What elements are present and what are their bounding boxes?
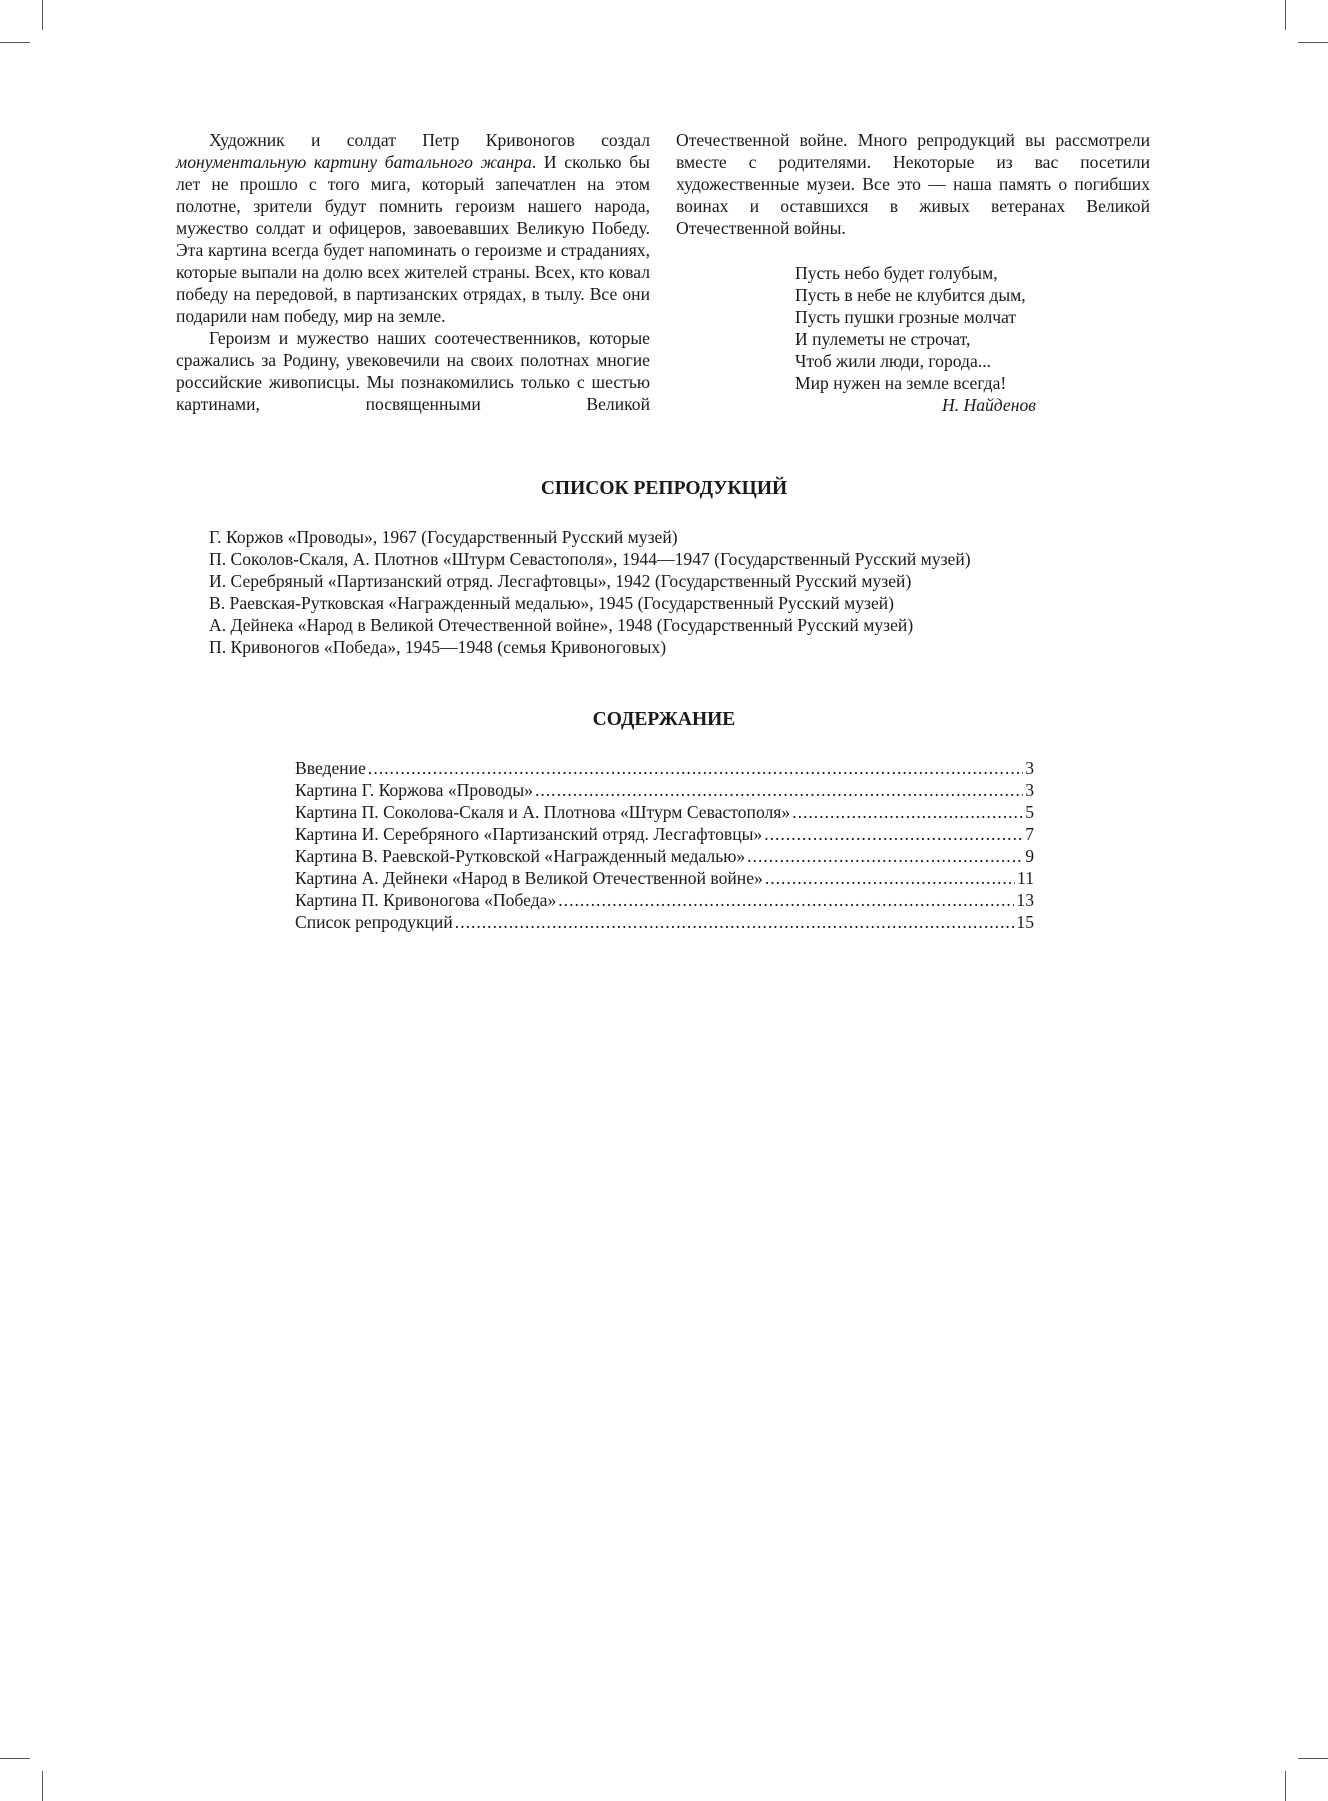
toc-entry[interactable] (295, 779, 1034, 801)
toc-entry-title: Картина П. Кривоногова «Победа» (295, 890, 557, 910)
toc-entry-title: Картина А. Дейнеки «Народ в Великой Отечественной войне» (295, 868, 763, 888)
toc-entry-title: Список репродукций (295, 912, 453, 932)
toc-leader-dots (535, 779, 1023, 801)
toc-leader-dots (764, 823, 1023, 845)
poem-line: Пусть в небе не клубится дым, (795, 285, 1026, 305)
toc-leader-dots (792, 801, 1023, 823)
toc-entry-title: Введение (295, 758, 366, 778)
reproduction-item: Г. Коржов «Проводы», 1967 (Государственный Русский музей) (209, 527, 678, 547)
toc-leader-dots (558, 889, 1014, 911)
toc-entry-page: 15 (1016, 912, 1034, 932)
reproductions-list (209, 526, 971, 658)
toc-entry-title: Картина П. Соколова-Скаля и А. Плотнова «Штурм Севастополя» (295, 802, 791, 822)
paragraph-artist: Художник и солдат Петр Кривоногов создал монументальную картину батального жанра. И сколько бы лет не прошло с того мига, который запечатлен на этом полотне, зрители будут помнить героизм нашего народа, мужество солдат и офицеров, завоевавших Великую Победу. Эта картина всегда будет напоминать о героизме и страданиях, которые выпали на долю всех жителей страны. Всех, кто ковал победу на передовой, в партизанских отрядах, в тылу. Все они подарили нам победу, мир на земле. (176, 130, 651, 326)
crop-mark-top-left-horizontal (0, 42, 30, 43)
crop-mark-top-left-vertical (42, 0, 43, 30)
reproduction-item: А. Дейнека «Народ в Великой Отечественной войне», 1948 (Государственный Русский музей) (209, 615, 914, 635)
poem-author: Н. Найденов (942, 395, 1036, 415)
toc-entry-title: Картина И. Серебряного «Партизанский отряд. Лесгафтовцы» (295, 824, 763, 844)
crop-mark-top-right-vertical (1285, 0, 1286, 30)
crop-mark-bottom-left-horizontal (0, 1758, 30, 1759)
toc-entry-title: Картина В. Раевской-Рутковской «Награжденный медалью» (295, 846, 746, 866)
toc-entry[interactable] (295, 801, 1034, 823)
toc-entry-title: Картина Г. Коржова «Проводы» (295, 780, 533, 800)
reproduction-item: П. Кривоногов «Победа», 1945—1948 (семья Кривоноговых) (209, 637, 667, 657)
toc-entry-page: 9 (1025, 846, 1034, 866)
toc-entry[interactable] (295, 823, 1034, 845)
toc-entry[interactable] (295, 911, 1034, 933)
toc-entry-page: 5 (1025, 802, 1034, 822)
toc-entry[interactable] (295, 757, 1034, 779)
toc-leader-dots (747, 845, 1023, 867)
poem-line: Пусть пушки грозные молчат (795, 307, 1017, 327)
toc-leader-dots (368, 757, 1023, 779)
crop-mark-bottom-left-vertical (42, 1771, 43, 1801)
toc-entry-page: 11 (1017, 868, 1034, 888)
contents-heading: СОДЕРЖАНИЕ (592, 709, 736, 730)
reproductions-heading: СПИСОК РЕПРОДУКЦИЙ (540, 478, 788, 499)
poem (795, 262, 1026, 394)
right-column (676, 129, 1150, 239)
crop-mark-bottom-right-horizontal (1298, 1758, 1328, 1759)
poem-line: И пулеметы не строчат, (795, 329, 971, 349)
reproduction-item: И. Серебряный «Партизанский отряд. Лесгафтовцы», 1942 (Государственный Русский музей) (209, 571, 912, 591)
poem-line: Пусть небо будет голубым, (795, 263, 998, 283)
paragraph-continuation: Отечественной войне. Много репродукций вы рассмотрели вместе с родителями. Некоторые из вас посетили художественные музеи. Все это — наша память о погибших воинах и оставшихся в живых ветеранах Великой Отечественной войны. (676, 130, 1150, 238)
toc-entry-page: 3 (1025, 758, 1034, 778)
crop-mark-top-right-horizontal (1298, 42, 1328, 43)
left-column (176, 129, 650, 415)
table-of-contents (295, 757, 1034, 933)
poem-line: Мир нужен на земле всегда! (795, 373, 1007, 393)
emphasis-text: монументальную картину батального жанра (176, 152, 532, 172)
toc-entry-page: 3 (1025, 780, 1034, 800)
poem-line: Чтоб жили люди, города... (795, 351, 992, 371)
paragraph-heroism: Героизм и мужество наших соотечественников, которые сражались за Родину, увековечили на своих полотнах многие российские живописцы. Мы познакомились только с шестью картинами, посвященными Великой (176, 328, 650, 414)
toc-entry-page: 7 (1025, 824, 1034, 844)
toc-entry[interactable] (295, 845, 1034, 867)
toc-leader-dots (455, 911, 1015, 933)
reproduction-item: В. Раевская-Рутковская «Награжденный медалью», 1945 (Государственный Русский музей) (209, 593, 895, 613)
reproduction-item: П. Соколов-Скаля, А. Плотнов «Штурм Севастополя», 1944—1947 (Государственный Русский музей) (209, 549, 971, 569)
toc-entry[interactable] (295, 867, 1034, 889)
toc-entry-page: 13 (1016, 890, 1034, 910)
crop-mark-bottom-right-vertical (1285, 1771, 1286, 1801)
toc-leader-dots (765, 867, 1015, 889)
toc-entry[interactable] (295, 889, 1034, 911)
